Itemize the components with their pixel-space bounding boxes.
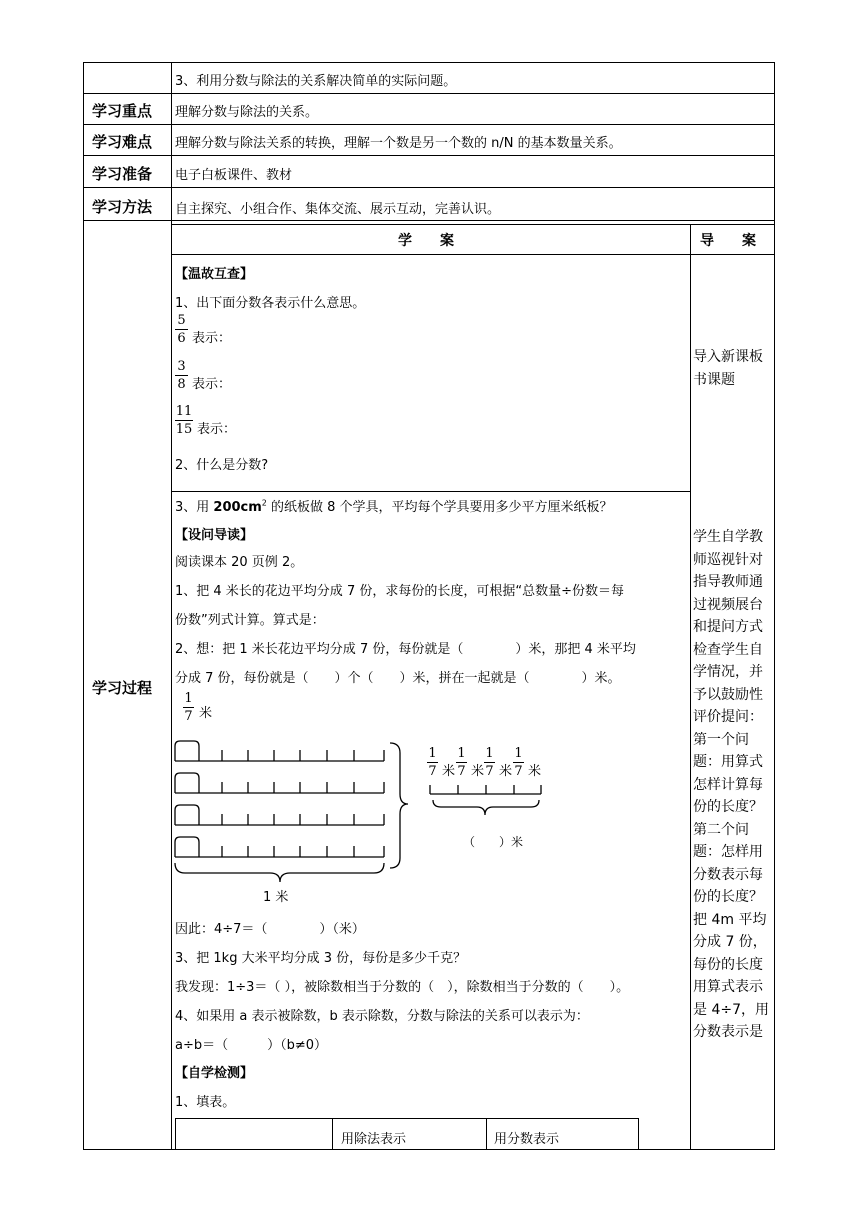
key-point-text: 理解分数与除法的关系。 [175, 105, 319, 120]
fill-table-line [175, 1118, 639, 1119]
table-line [171, 224, 775, 225]
guide-teaching-notes: 学生自学教师巡视针对指导教师通过视频展台和提问方式检查学生自学情况，并予以鼓励性评价提问：第一个问题：用算式怎样计算每份的长度？第二个问题：怎样用分数表示每份的长度？把 4m 平均分成 7 份，每份的长度用算式表示是 4÷7，用分数表示是 [693, 529, 769, 1040]
key-point-label: 学习重点 [92, 102, 153, 120]
review-question-1: 1、出下面分数各表示什么意思。 [175, 296, 366, 311]
table-line [83, 155, 775, 156]
review-title: 【温故互查】 [175, 267, 254, 282]
goal-3-text: 3、利用分数与除法的关系解决简单的实际问题。 [175, 74, 457, 89]
problem-2-line-1: 2、想：把 1 米长花边平均分成 7 份，每份就是（ ）米，那把 4 米平均 [175, 642, 636, 657]
fraction-unit: 米 [199, 706, 213, 721]
table-line [171, 491, 690, 492]
guided-reading-title: 【设问导读】 [175, 528, 254, 543]
method-label: 学习方法 [92, 198, 153, 216]
table-line [83, 62, 84, 1150]
fraction-11-15: 11 15 [175, 404, 193, 437]
preparation-text: 电子白板课件、教材 [175, 168, 293, 183]
review-question-2: 2、什么是分数? [175, 458, 269, 473]
problem-3: 3、把 1kg 大米平均分成 3 份，每份是多少千克？ [175, 951, 467, 966]
fraction-meaning-label: 表示： [192, 377, 232, 392]
relation-formula: a÷b＝（ ）（b≠0） [175, 1038, 328, 1053]
study-plan-header: 学 案 [398, 233, 454, 249]
table-line [83, 220, 775, 221]
fraction-unit: 米 [442, 764, 456, 779]
table-line [83, 124, 775, 125]
table-line [171, 254, 775, 255]
therefore-line: 因此：4÷7＝（ ）（米） [175, 922, 365, 937]
table-line [171, 62, 172, 1150]
guide-plan-header: 导 案 [700, 233, 756, 249]
problem-1-line-2: 份数”列式计算。算式是： [175, 613, 325, 628]
problem-1-line-1: 1、把 4 米长的花边平均分成 7 份，求每份的长度，可根据“总数量÷份数＝每 [175, 584, 624, 599]
problem-4: 4、如果用 a 表示被除数，b 表示除数，分数与除法的关系可以表示为： [175, 1009, 589, 1024]
fraction-meaning-label: 表示： [192, 331, 232, 346]
fraction-3-8: 3 8 [175, 359, 188, 392]
preparation-label: 学习准备 [92, 165, 153, 183]
fill-table-line [486, 1118, 487, 1149]
fraction-unit: 米 [499, 764, 513, 779]
blank-meter-label: （ ）米 [463, 835, 524, 849]
table-line [83, 1149, 775, 1150]
fill-table-line [638, 1118, 639, 1149]
process-label: 学习过程 [92, 679, 153, 697]
fraction-1-7: 1 7 [428, 746, 437, 779]
fraction-unit: 米 [528, 764, 542, 779]
table-line [83, 187, 775, 188]
difficulty-text: 理解分数与除法关系的转换，理解一个数是另一个数的 n/N 的基本数量关系。 [175, 136, 622, 151]
fraction-column-header: 用分数表示 [494, 1132, 560, 1147]
strip-diagram [170, 730, 415, 895]
difficulty-label: 学习难点 [92, 133, 153, 151]
self-test-title: 【自学检测】 [175, 1066, 254, 1081]
fraction-1-7: 1 7 [514, 746, 523, 779]
division-column-header: 用除法表示 [341, 1132, 407, 1147]
fraction-1-7: 1 7 [485, 746, 494, 779]
discovery-line: 我发现：1÷3＝（ ），被除数相当于分数的（ ），除数相当于分数的（ ）。 [175, 980, 630, 995]
question-3: 3、用 $200cm^2$ 的纸板做 8 个学具，平均每个学具要用多少平方厘米纸板？ [175, 498, 613, 515]
guide-intro-note: 导入新课板书课题 [693, 349, 763, 388]
fraction-meaning-label: 表示： [197, 422, 237, 437]
method-text: 自主探究、小组合作、集体交流、展示互动，完善认识。 [175, 202, 501, 217]
table-line [83, 93, 775, 94]
problem-2-line-2: 分成 7 份，每份就是（ ）个（ ）米，拼在一起就是（ ）米。 [175, 671, 621, 686]
read-textbook: 阅读课本 20 页例 2。 [175, 555, 304, 570]
table-line [690, 224, 691, 1150]
combined-strip [425, 784, 545, 820]
table-line [83, 62, 775, 63]
self-test-question-1: 1、填表。 [175, 1095, 236, 1110]
one-meter-label: 1 米 [263, 890, 289, 905]
fraction-1-7: 1 7 [184, 691, 193, 724]
fraction-1-7: 1 7 [457, 746, 466, 779]
fill-table-line [332, 1118, 333, 1149]
fill-table-line [175, 1118, 176, 1149]
fraction-5-6: 5 6 [175, 313, 188, 346]
fraction-unit: 米 [471, 764, 485, 779]
